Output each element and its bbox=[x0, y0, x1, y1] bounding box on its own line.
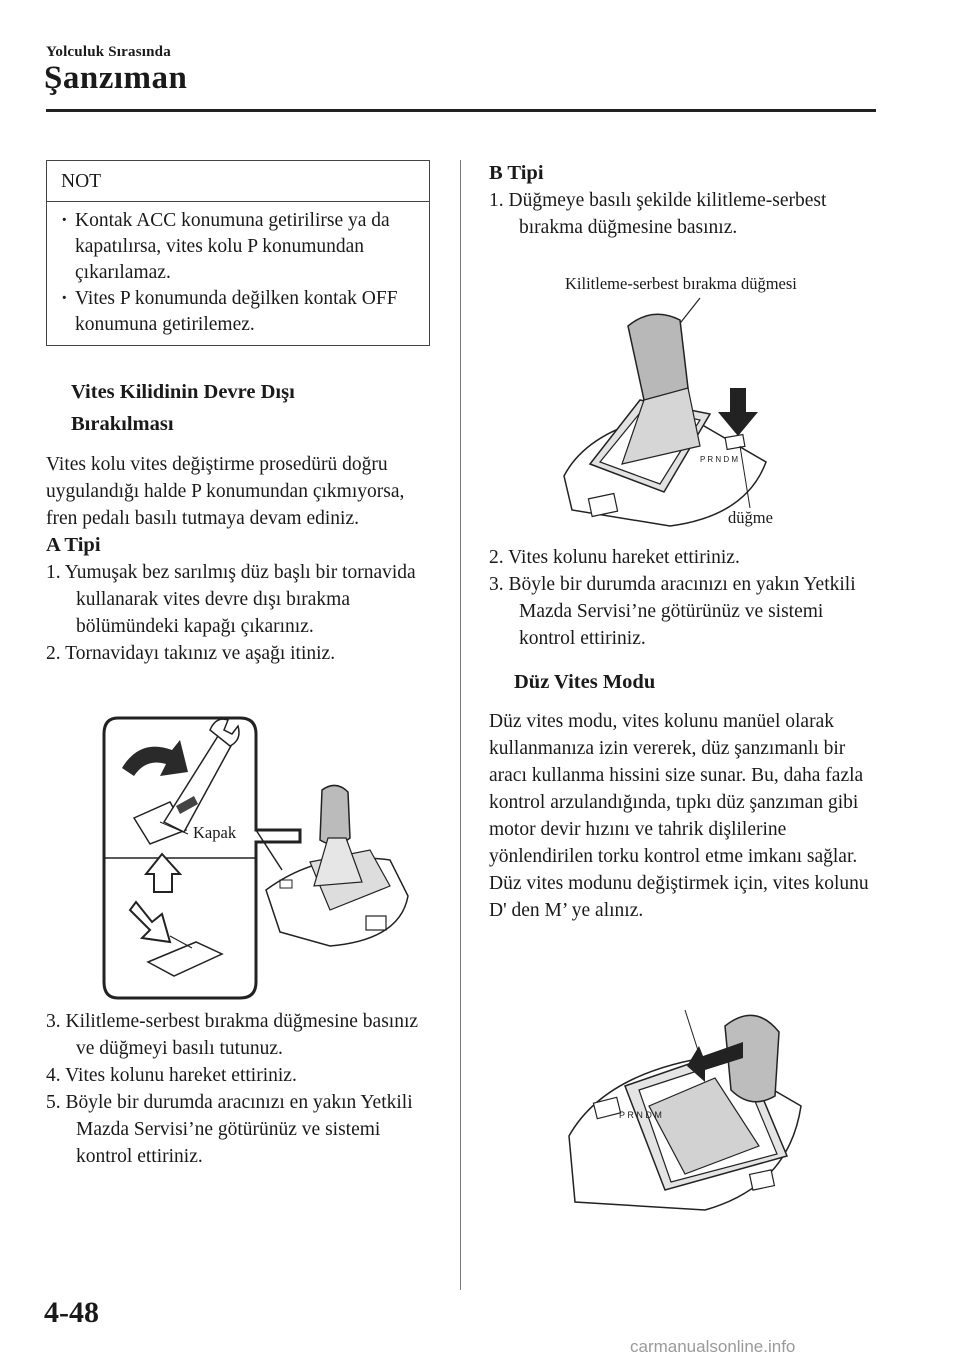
figure-type-a bbox=[100, 710, 420, 1002]
intro-paragraph: Vites kolu vites değiştirme prosedürü doğru uygulandığı halde P konumundan çıkmıyorsa, fren pedalı basılı tutmaya devam ediniz. bbox=[46, 454, 405, 529]
figure-label-cover: Kapak bbox=[193, 823, 237, 842]
footer-watermark: carmanualsonline.info bbox=[630, 1337, 796, 1356]
step-item: 2. Tornavidayı takınız ve aşağı itiniz. bbox=[46, 643, 336, 664]
note-bullet: · Kontak ACC konumuna getirilirse ya da kapatılırsa, vites kolu P konumundan çıkarılamaz. bbox=[75, 208, 419, 286]
heading-shift-lock-line1: Vites Kilidinin Devre Dışı bbox=[71, 381, 295, 403]
step-item: 1. Yumuşak bez sarılmış düz başlı bir tornavida kullanarak vites devre dışı bırakma bölümündeki kapağı çıkarınız. bbox=[46, 562, 416, 637]
column-divider bbox=[460, 160, 461, 1290]
heading-shift-lock-line2: Bırakılması bbox=[71, 413, 174, 435]
type-a-heading: A Tipi bbox=[46, 534, 101, 556]
svg-text:P R N D M: P R N D M bbox=[619, 1110, 662, 1120]
figure-type-b bbox=[560, 296, 780, 540]
heading-manual-mode: Düz Vites Modu bbox=[514, 671, 656, 693]
manual-paragraph: Düz vites modu, vites kolunu manüel olarak kullanmanıza izin vererek, düz şanzımanlı bir aracı kullanma hissini size sunar. Bu, daha fazla kontrol arzulandığında, tıpkı düz şanzıman gibi motor devir hızını ve tahrik dişlilerine yönlendirilen torku kontrol etme imkanı sağlar. bbox=[489, 711, 864, 867]
left-column bbox=[46, 376, 436, 667]
step-item: 5. Böyle bir durumda aracınızı en yakın Yetkili Mazda Servisi’ne götürünüz ve sistemi kontrol ettiriniz. bbox=[46, 1092, 413, 1167]
page-number: 4-48 bbox=[44, 1296, 99, 1329]
page-title: Şanzıman bbox=[44, 60, 188, 96]
figure-manual-mode bbox=[565, 1006, 805, 1218]
section-label: Yolculuk Sırasında bbox=[46, 44, 171, 60]
svg-text:P R N D M: P R N D M bbox=[700, 455, 739, 464]
figure-label-release-button: Kilitleme-serbest bırakma düğmesi bbox=[565, 274, 797, 293]
right-column bbox=[489, 160, 879, 241]
right-column-steps bbox=[489, 544, 879, 924]
note-heading: NOT bbox=[47, 161, 429, 202]
step-item: 3. Kilitleme-serbest bırakma düğmesine basınız ve düğmeyi basılı tutunuz. bbox=[46, 1011, 419, 1059]
step-item: 4. Vites kolunu hareket ettiriniz. bbox=[46, 1065, 297, 1086]
left-column-steps bbox=[46, 1008, 436, 1170]
manual-paragraph: Düz vites modunu değiştirmek için, vites kolunu D' den M’ ye alınız. bbox=[489, 873, 869, 921]
type-b-heading: B Tipi bbox=[489, 162, 544, 184]
step-item: 1. Düğmeye basılı şekilde kilitleme-serbest bırakma düğmesine basınız. bbox=[489, 190, 827, 238]
figure-label-button: düğme bbox=[728, 508, 773, 527]
note-bullet: · Vites P konumunda değilken kontak OFF konumuna getirilemez. bbox=[75, 286, 419, 338]
step-item: 2. Vites kolunu hareket ettiriniz. bbox=[489, 547, 740, 568]
step-item: 3. Böyle bir durumda aracınızı en yakın Yetkili Mazda Servisi’ne götürünüz ve sistemi kontrol ettiriniz. bbox=[489, 574, 856, 649]
title-rule bbox=[46, 109, 876, 112]
note-box bbox=[46, 160, 430, 346]
